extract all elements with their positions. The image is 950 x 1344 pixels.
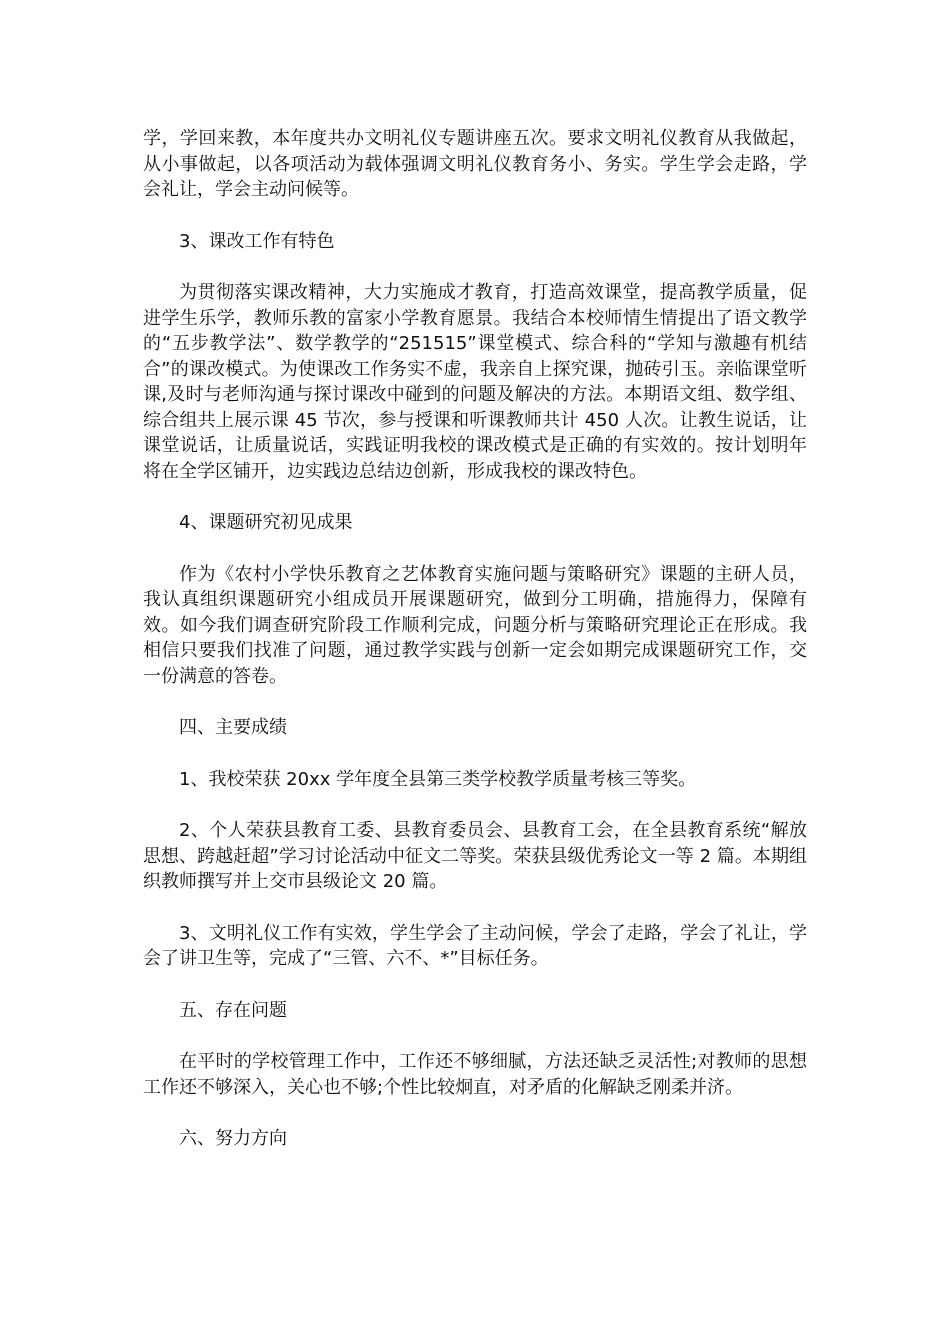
spacer — [143, 484, 807, 510]
paragraph-etiquette-continued: 学，学回来教，本年度共办文明礼仪专题讲座五次。要求文明礼仪教育从我做起，从小事做起，以各项活动为载体强调文明礼仪教育务小、务实。学生学会走路，学会礼让，学会主动问候等。 — [143, 128, 807, 200]
spacer — [143, 1023, 807, 1049]
spacer — [143, 972, 807, 998]
heading-curriculum-reform: 3、课改工作有特色 — [179, 230, 335, 252]
heading-achievements: 四、主要成绩 — [179, 717, 287, 738]
heading-research: 4、课题研究初见成果 — [179, 512, 353, 533]
heading-problems: 五、存在问题 — [179, 999, 287, 1021]
spacer — [143, 792, 807, 818]
paragraph-problems: 在平时的学校管理工作中，工作还不够细腻，方法还缺乏灵活性;对教师的思想工作还不够深入，关心也不够;个性比较炯直，对矛盾的化解缺乏刚柔并济。 — [143, 1051, 807, 1098]
document-page — [143, 126, 807, 1152]
spacer — [143, 895, 807, 921]
spacer — [143, 536, 807, 562]
paragraph-research: 作为《农村小学快乐教育之艺体教育实施问题与策略研究》课题的主研人员，我认真组织课题研究小组成员开展课题研究，做到分工明确，措施得力，保障有效。如今我们调查研究阶段工作顺利完成，问题分析与策略研究理论正在形成。我相信只要我们找准了问题，通过教学实践与创新一定会如期完成课题研究工作，交一份满意的答卷。 — [143, 563, 807, 687]
achievement-item-2: 2、个人荣获县教育工委、县教育委员会、县教育工会，在全县教育系统“解放思想、跨越赶超”学习讨论活动中征文二等奖。荣获县级优秀论文一等 2 篇。本期组织教师撰写并上交市县级论文 20 篇。 — [143, 820, 807, 892]
paragraph-curriculum-reform: 为贯彻落实课改精神，大力实施成才教育，打造高效课堂，提高教学质量，促进学生乐学，教师乐教的富家小学教育愿景。我结合本校师情生情提出了语文教学的“五步教学法”、数学教学的“251515”课堂模式、综合科的“学知与激趣有机结合”的课改模式。为使课改工作务实不虚，我亲自上探究课，抛砖引玉。亲临课堂听课,及时与老师沟通与探讨课改中碰到的问题及解决的方法。本期语文组、数学组、综合组共上展示课 45 节次，参与授课和听课教师共计 450 人次。让教生说话，让课堂说话，让质量说话，实践证明我校的课改模式是正确的有实效的。按计划明年将在全学区铺开，边实践边总结边创新，形成我校的课改特色。 — [143, 282, 807, 482]
spacer — [143, 254, 807, 280]
spacer — [143, 741, 807, 767]
spacer — [143, 203, 807, 229]
achievement-item-1: 1、我校荣获 20xx 学年度全县第三类学校教学质量考核三等奖。 — [179, 768, 697, 790]
heading-direction: 六、努力方向 — [179, 1128, 287, 1149]
spacer — [143, 1100, 807, 1126]
spacer — [143, 689, 807, 715]
achievement-item-3: 3、文明礼仪工作有实效，学生学会了主动问候，学会了走路，学会了礼让，学会了讲卫生等，完成了“三管、六不、*”目标任务。 — [143, 922, 807, 969]
